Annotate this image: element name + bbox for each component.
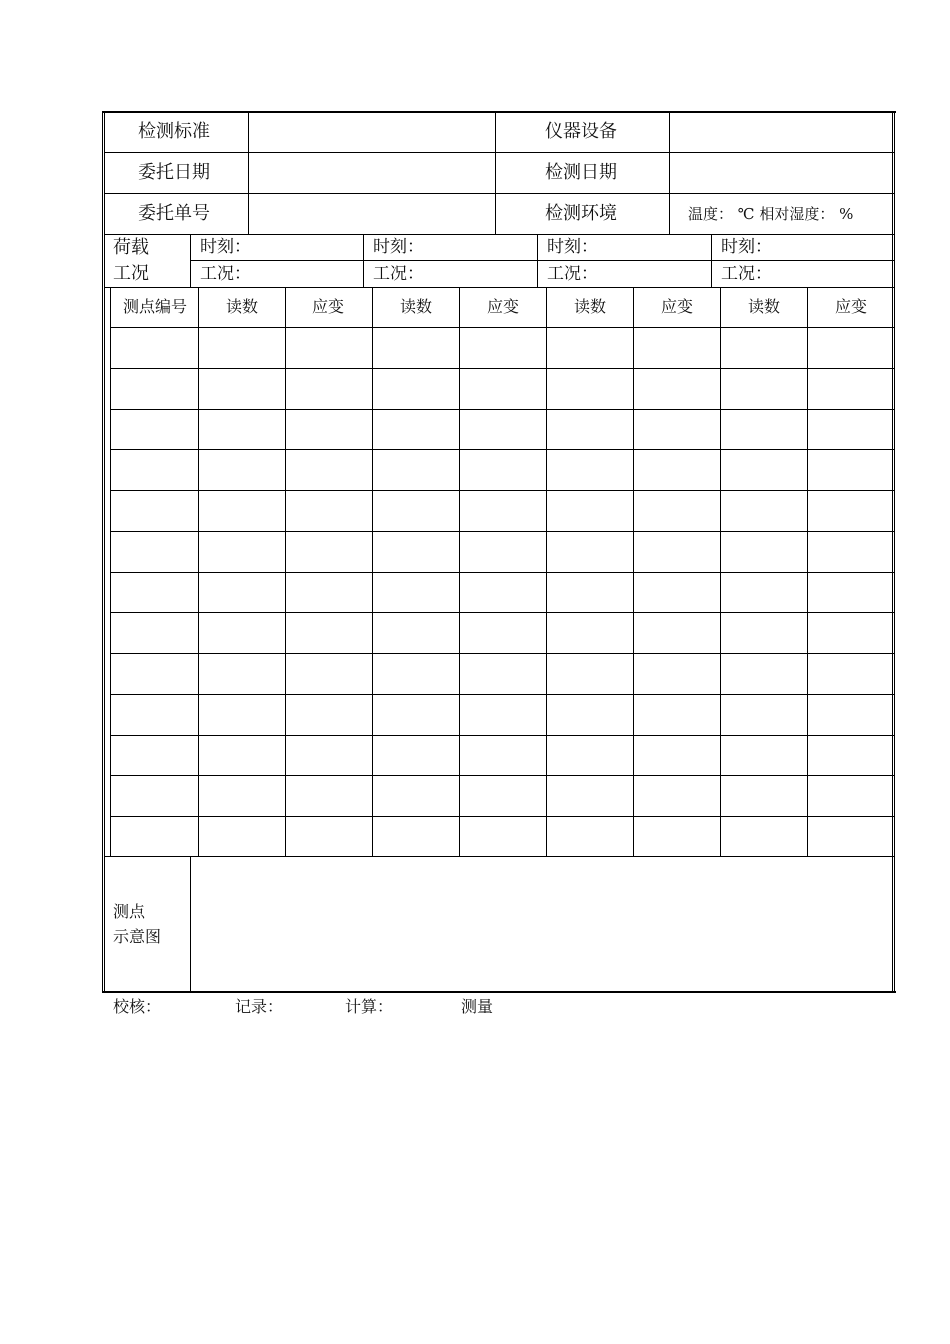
frame-bottom bbox=[102, 991, 896, 993]
load-vline-2 bbox=[537, 234, 538, 287]
load-vline-1 bbox=[363, 234, 364, 287]
table-cell-strain[interactable] bbox=[808, 450, 894, 490]
table-cell-reading[interactable] bbox=[547, 817, 633, 857]
table-cell-reading[interactable] bbox=[373, 736, 459, 775]
load-bottom-line bbox=[104, 287, 894, 288]
table-cell-strain[interactable] bbox=[634, 450, 720, 490]
col-header-strain-1: 应变 bbox=[312, 297, 345, 316]
diagram-label-line2: 示意图 bbox=[113, 927, 162, 946]
table-cell-point-no[interactable] bbox=[111, 369, 198, 409]
table-cell-reading[interactable] bbox=[199, 491, 285, 531]
load-label-line1: 荷载 bbox=[113, 237, 149, 258]
table-cell-strain[interactable] bbox=[808, 369, 894, 409]
environment-label: 检测环境 bbox=[545, 203, 617, 224]
table-cell-reading[interactable] bbox=[373, 654, 459, 694]
col-header-reading-1: 读数 bbox=[226, 297, 259, 316]
table-cell-strain[interactable] bbox=[286, 654, 372, 694]
table-cell-point-no[interactable] bbox=[111, 532, 198, 572]
commission-date-label: 委托日期 bbox=[138, 162, 210, 183]
col-header-point-no: 测点编号 bbox=[123, 297, 188, 316]
header-line-1 bbox=[104, 152, 894, 153]
table-cell-strain[interactable] bbox=[634, 532, 720, 572]
table-cell-reading[interactable] bbox=[199, 776, 285, 816]
col-header-strain-4: 应变 bbox=[835, 297, 868, 316]
table-cell-strain[interactable] bbox=[286, 695, 372, 735]
table-cell-reading[interactable] bbox=[547, 695, 633, 735]
table-cell-strain[interactable] bbox=[286, 450, 372, 490]
load-vline-0 bbox=[190, 234, 191, 287]
header-vline-1 bbox=[248, 111, 249, 234]
table-cell-reading[interactable] bbox=[721, 410, 807, 449]
table-cell-point-no[interactable] bbox=[111, 613, 198, 653]
table-cell-strain[interactable] bbox=[286, 491, 372, 531]
commission-no-label: 委托单号 bbox=[138, 203, 210, 224]
table-cell-strain[interactable] bbox=[634, 817, 720, 857]
footer-calc: 计算： bbox=[345, 997, 394, 1016]
condition-label-4: 工况： bbox=[721, 264, 772, 284]
condition-label-2: 工况： bbox=[373, 264, 424, 284]
time-label-3: 时刻： bbox=[547, 237, 598, 257]
table-cell-reading[interactable] bbox=[199, 613, 285, 653]
diagram-top-line bbox=[104, 856, 894, 857]
table-cell-reading[interactable] bbox=[721, 776, 807, 816]
table-cell-strain[interactable] bbox=[808, 817, 894, 857]
table-cell-reading[interactable] bbox=[721, 817, 807, 857]
table-cell-reading[interactable] bbox=[199, 532, 285, 572]
col-header-strain-3: 应变 bbox=[661, 297, 694, 316]
table-cell-reading[interactable] bbox=[547, 736, 633, 775]
table-cell-point-no[interactable] bbox=[111, 491, 198, 531]
table-cell-reading[interactable] bbox=[199, 573, 285, 612]
table-cell-strain[interactable] bbox=[460, 695, 546, 735]
test-date-label: 检测日期 bbox=[545, 162, 617, 183]
table-cell-strain[interactable] bbox=[460, 573, 546, 612]
load-mid-line bbox=[190, 260, 894, 261]
table-cell-reading[interactable] bbox=[721, 491, 807, 531]
table-cell-reading[interactable] bbox=[373, 410, 459, 449]
table-cell-strain[interactable] bbox=[460, 654, 546, 694]
standard-label: 检测标准 bbox=[138, 121, 210, 142]
col-header-strain-2: 应变 bbox=[487, 297, 520, 316]
table-cell-reading[interactable] bbox=[199, 736, 285, 775]
condition-label-1: 工况： bbox=[200, 264, 251, 284]
load-label-line2: 工况 bbox=[113, 263, 149, 284]
table-cell-reading[interactable] bbox=[199, 817, 285, 857]
table-cell-reading[interactable] bbox=[721, 450, 807, 490]
table-cell-reading[interactable] bbox=[373, 450, 459, 490]
table-cell-strain[interactable] bbox=[634, 695, 720, 735]
load-vline-3 bbox=[711, 234, 712, 287]
header-line-2 bbox=[104, 193, 894, 194]
table-cell-reading[interactable] bbox=[547, 491, 633, 531]
table-cell-strain[interactable] bbox=[286, 532, 372, 572]
table-cell-reading[interactable] bbox=[547, 410, 633, 449]
diagram-area[interactable] bbox=[192, 858, 892, 990]
table-cell-reading[interactable] bbox=[199, 450, 285, 490]
footer-check: 校核： bbox=[113, 997, 162, 1016]
table-cell-reading[interactable] bbox=[199, 695, 285, 735]
table-cell-reading[interactable] bbox=[721, 695, 807, 735]
table-cell-reading[interactable] bbox=[721, 328, 807, 368]
table-cell-reading[interactable] bbox=[721, 573, 807, 612]
table-cell-point-no[interactable] bbox=[111, 654, 198, 694]
time-label-1: 时刻： bbox=[200, 237, 251, 257]
table-cell-reading[interactable] bbox=[373, 695, 459, 735]
table-cell-strain[interactable] bbox=[808, 736, 894, 775]
table-cell-reading[interactable] bbox=[547, 776, 633, 816]
table-cell-strain[interactable] bbox=[286, 817, 372, 857]
header-vline-3 bbox=[669, 111, 670, 234]
table-cell-strain[interactable] bbox=[808, 328, 894, 368]
table-cell-reading[interactable] bbox=[373, 532, 459, 572]
table-cell-reading[interactable] bbox=[547, 369, 633, 409]
table-cell-reading[interactable] bbox=[721, 654, 807, 694]
table-cell-strain[interactable] bbox=[460, 328, 546, 368]
table-cell-strain[interactable] bbox=[634, 369, 720, 409]
condition-label-3: 工况： bbox=[547, 264, 598, 284]
environment-value[interactable]: 温度： ℃ 相对湿度： % bbox=[688, 205, 854, 223]
table-cell-strain[interactable] bbox=[634, 654, 720, 694]
table-cell-strain[interactable] bbox=[460, 736, 546, 775]
table-cell-reading[interactable] bbox=[547, 654, 633, 694]
time-label-2: 时刻： bbox=[373, 237, 424, 257]
diagram-label-line1: 测点 bbox=[113, 902, 146, 921]
table-cell-point-no[interactable] bbox=[111, 328, 198, 368]
table-cell-reading[interactable] bbox=[547, 450, 633, 490]
table-cell-strain[interactable] bbox=[460, 776, 546, 816]
table-cell-strain[interactable] bbox=[286, 573, 372, 612]
instrument-label: 仪器设备 bbox=[545, 121, 617, 142]
table-cell-point-no[interactable] bbox=[111, 695, 198, 735]
time-label-4: 时刻： bbox=[721, 237, 772, 257]
table-cell-strain[interactable] bbox=[460, 369, 546, 409]
table-cell-reading[interactable] bbox=[547, 532, 633, 572]
table-cell-strain[interactable] bbox=[286, 369, 372, 409]
table-cell-strain[interactable] bbox=[634, 410, 720, 449]
footer-record: 记录： bbox=[235, 997, 284, 1016]
table-cell-point-no[interactable] bbox=[111, 573, 198, 612]
table-cell-strain[interactable] bbox=[808, 654, 894, 694]
table-cell-reading[interactable] bbox=[547, 328, 633, 368]
table-cell-strain[interactable] bbox=[634, 736, 720, 775]
col-header-reading-3: 读数 bbox=[574, 297, 607, 316]
table-cell-strain[interactable] bbox=[808, 573, 894, 612]
table-cell-reading[interactable] bbox=[373, 369, 459, 409]
table-cell-strain[interactable] bbox=[808, 695, 894, 735]
table-cell-strain[interactable] bbox=[634, 328, 720, 368]
col-header-reading-4: 读数 bbox=[748, 297, 781, 316]
table-cell-strain[interactable] bbox=[460, 613, 546, 653]
table-cell-strain[interactable] bbox=[460, 450, 546, 490]
table-cell-strain[interactable] bbox=[286, 410, 372, 449]
footer-measure: 测量 bbox=[461, 997, 494, 1016]
table-cell-strain[interactable] bbox=[286, 776, 372, 816]
table-cell-reading[interactable] bbox=[721, 532, 807, 572]
table-cell-reading[interactable] bbox=[373, 328, 459, 368]
table-cell-reading[interactable] bbox=[721, 613, 807, 653]
table-cell-reading[interactable] bbox=[373, 491, 459, 531]
table-cell-strain[interactable] bbox=[808, 613, 894, 653]
table-cell-reading[interactable] bbox=[199, 369, 285, 409]
diagram-vline bbox=[190, 856, 191, 992]
table-cell-strain[interactable] bbox=[808, 532, 894, 572]
table-cell-strain[interactable] bbox=[286, 736, 372, 775]
table-cell-point-no[interactable] bbox=[111, 410, 198, 449]
table-cell-point-no[interactable] bbox=[111, 736, 198, 775]
header-line-3 bbox=[104, 234, 894, 235]
table-cell-strain[interactable] bbox=[460, 491, 546, 531]
table-cell-strain[interactable] bbox=[634, 613, 720, 653]
table-cell-reading[interactable] bbox=[721, 369, 807, 409]
table-cell-reading[interactable] bbox=[373, 817, 459, 857]
table-cell-strain[interactable] bbox=[808, 491, 894, 531]
table-cell-reading[interactable] bbox=[199, 328, 285, 368]
frame-left-outer bbox=[102, 111, 103, 993]
table-cell-strain[interactable] bbox=[460, 817, 546, 857]
table-cell-strain[interactable] bbox=[808, 410, 894, 449]
table-cell-reading[interactable] bbox=[199, 654, 285, 694]
table-cell-reading[interactable] bbox=[547, 613, 633, 653]
table-cell-reading[interactable] bbox=[721, 736, 807, 775]
table-cell-reading[interactable] bbox=[373, 613, 459, 653]
table-cell-strain[interactable] bbox=[286, 328, 372, 368]
table-cell-strain[interactable] bbox=[634, 491, 720, 531]
table-cell-point-no[interactable] bbox=[111, 450, 198, 490]
header-vline-2 bbox=[495, 111, 496, 234]
table-cell-reading[interactable] bbox=[199, 410, 285, 449]
frame-top bbox=[102, 111, 896, 113]
table-cell-reading[interactable] bbox=[547, 573, 633, 612]
table-cell-strain[interactable] bbox=[808, 776, 894, 816]
table-cell-strain[interactable] bbox=[634, 776, 720, 816]
frame-right-outer bbox=[894, 111, 895, 993]
table-cell-point-no[interactable] bbox=[111, 817, 198, 857]
frame-left-inner bbox=[104, 111, 105, 993]
table-cell-strain[interactable] bbox=[460, 410, 546, 449]
table-cell-reading[interactable] bbox=[373, 776, 459, 816]
col-header-reading-2: 读数 bbox=[400, 297, 433, 316]
table-cell-strain[interactable] bbox=[460, 532, 546, 572]
table-cell-reading[interactable] bbox=[373, 573, 459, 612]
table-cell-strain[interactable] bbox=[634, 573, 720, 612]
table-cell-strain[interactable] bbox=[286, 613, 372, 653]
table-cell-point-no[interactable] bbox=[111, 776, 198, 816]
